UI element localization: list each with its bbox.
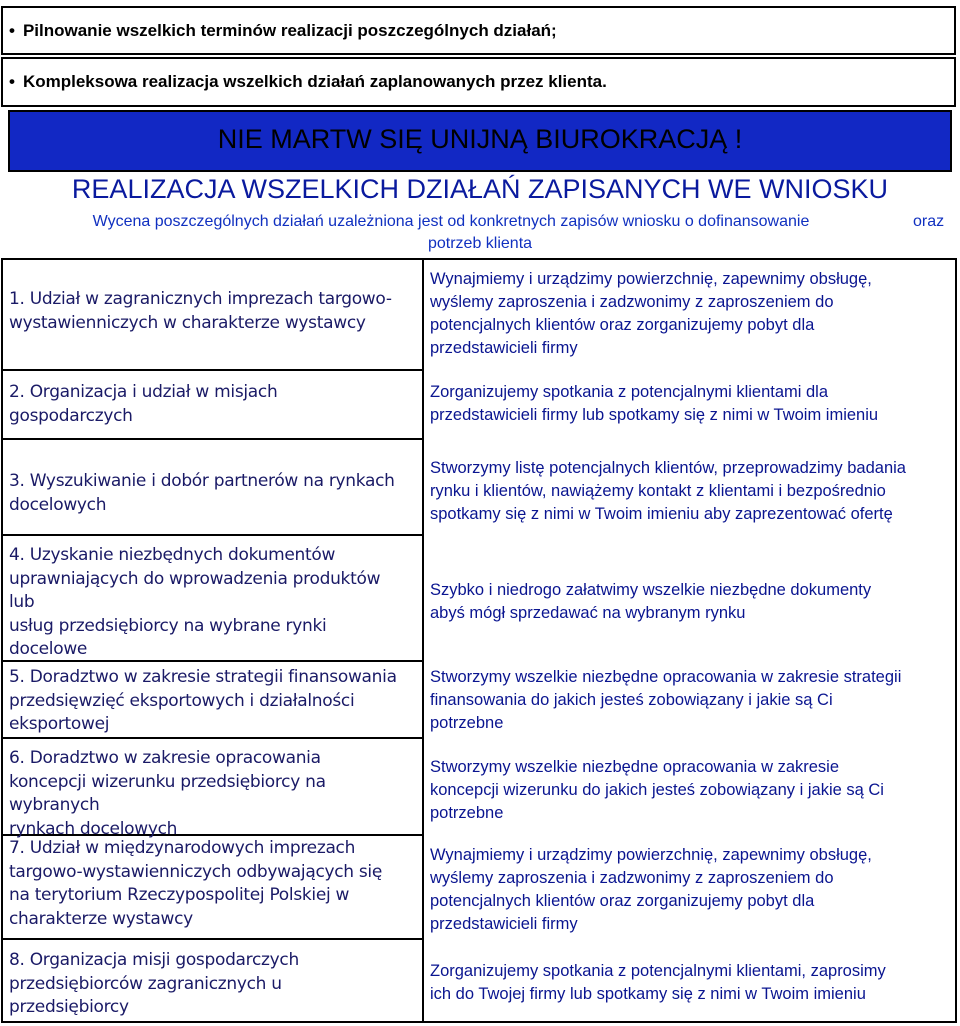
service-name: 3. Wyszukiwanie i dobór partnerów na rynkach docelowych [9,471,395,515]
service-name: 2. Organizacja i udział w misjach gospodarczych [9,382,278,426]
description-main: Wycena poszczególnych działań uzależniona jest od konkretnych zapisów wniosku o dofinansowanie [92,213,810,230]
service-description: Stworzymy wszelkie niezbędne opracowania w zakresie koncepcji wizerunku do jakich jesteś zobowiązany i jakie są Ci potrzebne [430,758,884,822]
services-table [1,258,957,1023]
service-name: 8. Organizacja misji gospodarczych przedsiębiorców zagranicznych u przedsiębiorcy [9,950,299,1017]
row-divider [3,938,424,940]
service-description: Wynajmiemy i urządzimy powierzchnię, zapewnimy obsługę, wyślemy zaproszenia i zadzwonimy z zaproszeniem do potencjalnych klientów oraz zorganizujemy pobyt dla przedstawicieli firmy [430,270,872,357]
row-divider [3,438,424,440]
headline: REALIZACJA WSZELKICH DZIAŁAŃ ZAPISANYCH WE WNIOSKU [71,174,889,204]
service-name: 5. Doradztwo w zakresie strategii finansowania przedsięwzięć eksportowych i działalności eksportowej [9,667,397,734]
service-name: 4. Uzyskanie niezbędnych dokumentów uprawniających do wprowadzenia produktów lub usług przedsiębiorcy na wybrane rynki docelowe [9,545,381,659]
service-description: Zorganizujemy spotkania z potencjalnymi klientami, zaprosimy ich do Twojej firmy lub spotkamy się z nimi w Twoim imieniu [430,962,886,1003]
column-divider [422,260,424,1021]
service-description: Stworzymy listę potencjalnych klientów, przeprowadzimy badania rynku i klientów, nawiążemy kontakt z klientami i bezpośrednio spotkamy się z nimi w Twoim imieniu aby zaprezentować ofertę [430,459,906,523]
banner [8,110,952,172]
row-divider [3,737,424,739]
description-line2: potrzeb klienta [427,235,533,252]
banner-title: NIE MARTW SIĘ UNIJNĄ BIUROKRACJĄ ! [217,124,743,154]
bullet-marker: • [9,72,15,91]
service-name: 1. Udział w zagranicznych imprezach targowo- wystawienniczych w charakterze wystawcy [9,289,392,333]
row-divider [3,534,424,536]
bullet-text: Kompleksowa realizacja wszelkich działań zaplanowanych przez klienta. [22,72,607,91]
service-description: Szybko i niedrogo załatwimy wszelkie niezbędne dokumenty abyś mógł sprzedawać na wybranym rynku [430,581,872,622]
service-description: Zorganizujemy spotkania z potencjalnymi klientami dla przedstawicieli firmy lub spotkamy się z nimi w Twoim imieniu [430,383,879,424]
service-name: 7. Udział w międzynarodowych imprezach targowo-wystawienniczych odbywających się na terytorium Rzeczypospolitej Polskiej w charakterze wystawcy [9,838,383,929]
service-name: 6. Doradztwo w zakresie opracowania koncepcji wizerunku przedsiębiorcy na wybranych rynkach docelowych [9,748,326,839]
service-description: Stworzymy wszelkie niezbędne opracowania w zakresie strategii finansowania do jakich jesteś zobowiązany i jakie są Ci potrzebne [430,668,902,732]
bullet-row [1,6,956,55]
service-description: Wynajmiemy i urządzimy powierzchnię, zapewnimy obsługę, wyślemy zaproszenia i zadzwonimy z zaproszeniem do potencjalnych klientów oraz zorganizujemy pobyt dla przedstawicieli firmy [430,846,872,933]
description-right: oraz [913,213,945,230]
bullet-text: Pilnowanie wszelkich terminów realizacji poszczególnych działań; [22,20,557,40]
row-divider [3,369,424,371]
bullet-row [1,57,956,107]
bullet-marker: • [9,20,15,40]
